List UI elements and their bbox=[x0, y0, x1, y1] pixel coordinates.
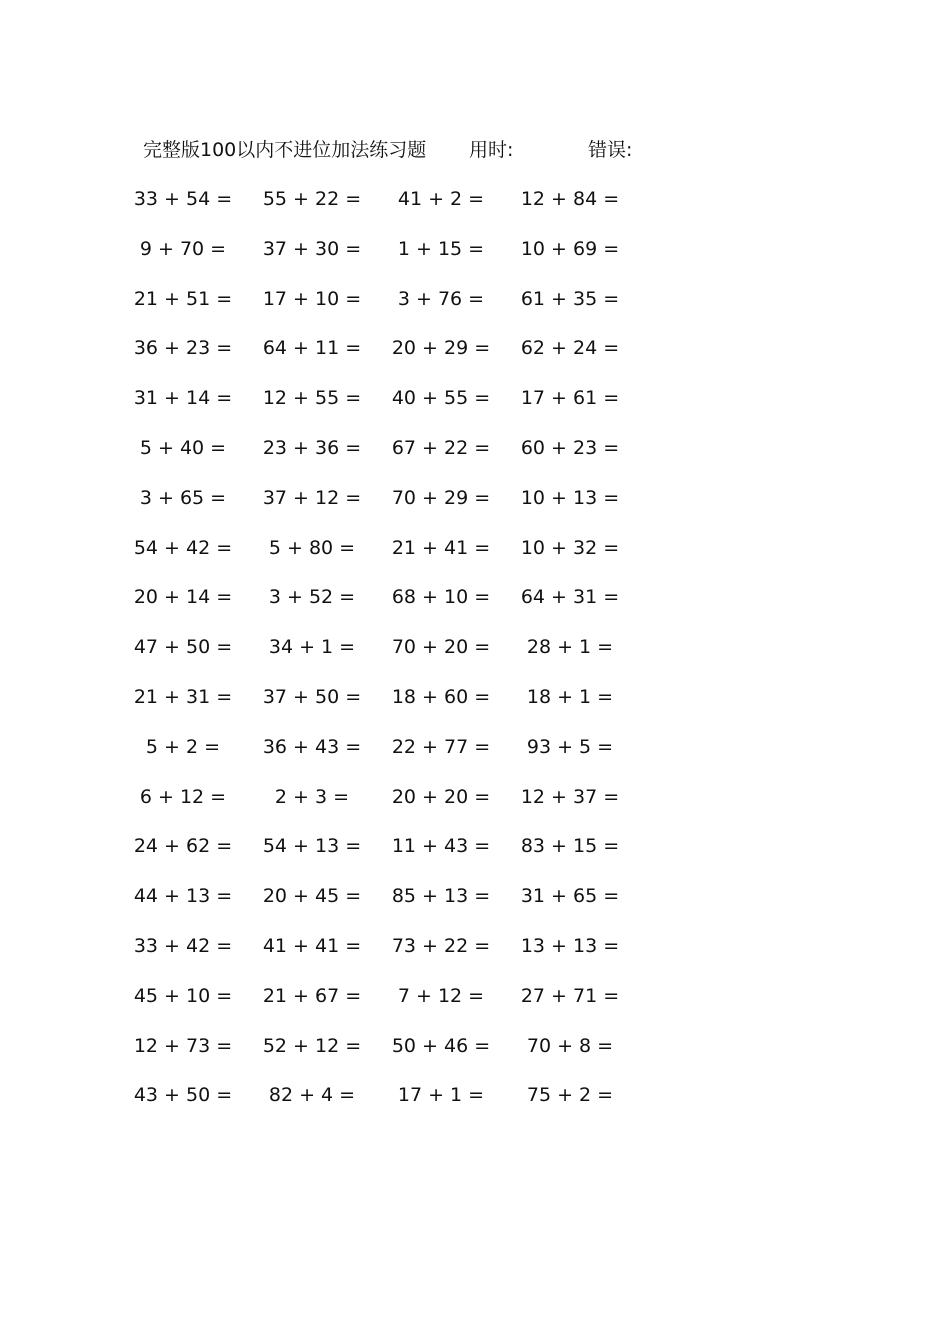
problem-row bbox=[133, 830, 663, 880]
addition-problem: 54 + 13 = bbox=[262, 835, 362, 858]
addition-problem: 5 + 40 = bbox=[139, 436, 227, 459]
addition-problem: 62 + 24 = bbox=[520, 337, 620, 360]
problem-row bbox=[139, 781, 663, 831]
problem-row bbox=[133, 631, 663, 681]
addition-problem: 36 + 23 = bbox=[133, 337, 233, 360]
problem-row bbox=[133, 283, 663, 333]
addition-problem: 23 + 36 = bbox=[262, 436, 362, 459]
addition-problem: 17 + 61 = bbox=[520, 387, 620, 410]
problem-row bbox=[139, 233, 663, 283]
addition-problem: 82 + 4 = bbox=[268, 1084, 356, 1107]
addition-problem: 12 + 84 = bbox=[520, 188, 620, 210]
addition-problem: 60 + 23 = bbox=[520, 436, 620, 459]
addition-problem: 67 + 22 = bbox=[391, 436, 491, 459]
worksheet-title: 完整版100以内不进位加法练习题 bbox=[143, 139, 427, 161]
addition-problem: 44 + 13 = bbox=[133, 885, 233, 908]
addition-problem: 64 + 31 = bbox=[520, 586, 620, 609]
addition-problem: 34 + 1 = bbox=[268, 636, 356, 659]
problem-row bbox=[133, 980, 663, 1030]
problem-row bbox=[133, 1079, 663, 1129]
addition-problem: 50 + 46 = bbox=[391, 1034, 491, 1057]
addition-problem: 31 + 65 = bbox=[520, 885, 620, 908]
addition-problem: 41 + 41 = bbox=[262, 934, 362, 957]
addition-problem: 37 + 30 = bbox=[262, 237, 362, 260]
addition-problem: 22 + 77 = bbox=[391, 735, 491, 758]
addition-problem: 37 + 12 = bbox=[262, 486, 362, 509]
addition-problem: 64 + 11 = bbox=[262, 337, 362, 360]
addition-problem: 45 + 10 = bbox=[133, 984, 233, 1007]
addition-problem: 36 + 43 = bbox=[262, 735, 362, 758]
addition-problem: 6 + 12 = bbox=[139, 785, 227, 808]
addition-problem: 73 + 22 = bbox=[391, 934, 491, 957]
addition-problem: 13 + 13 = bbox=[520, 934, 620, 957]
addition-problem: 18 + 60 = bbox=[391, 685, 491, 708]
addition-problem: 21 + 41 = bbox=[391, 536, 491, 559]
addition-problem: 43 + 50 = bbox=[133, 1084, 233, 1107]
addition-problem: 12 + 37 = bbox=[520, 785, 620, 808]
addition-problem: 37 + 50 = bbox=[262, 685, 362, 708]
addition-problem: 10 + 13 = bbox=[520, 486, 620, 509]
problem-row bbox=[133, 930, 663, 980]
addition-problem: 2 + 3 = bbox=[274, 785, 350, 808]
addition-problem: 17 + 10 = bbox=[262, 287, 362, 310]
addition-problem: 10 + 69 = bbox=[520, 237, 620, 260]
addition-problem: 12 + 55 = bbox=[262, 387, 362, 410]
addition-problem: 54 + 42 = bbox=[133, 536, 233, 559]
addition-problem: 68 + 10 = bbox=[391, 586, 491, 609]
addition-problem: 52 + 12 = bbox=[262, 1034, 362, 1057]
addition-problem: 17 + 1 = bbox=[397, 1084, 485, 1107]
addition-problem: 61 + 35 = bbox=[520, 287, 620, 310]
problem-row bbox=[139, 432, 663, 482]
addition-problem: 5 + 80 = bbox=[268, 536, 356, 559]
addition-problem: 85 + 13 = bbox=[391, 885, 491, 908]
problem-row bbox=[133, 1030, 663, 1080]
addition-problem: 20 + 45 = bbox=[262, 885, 362, 908]
addition-problem: 20 + 14 = bbox=[133, 586, 233, 609]
addition-problem: 55 + 22 = bbox=[262, 188, 362, 210]
addition-problem: 27 + 71 = bbox=[520, 984, 620, 1007]
addition-problem: 47 + 50 = bbox=[133, 636, 233, 659]
problem-row bbox=[139, 482, 663, 532]
error-label: 错误: bbox=[588, 139, 633, 161]
addition-problem: 3 + 65 = bbox=[139, 486, 227, 509]
addition-problem: 83 + 15 = bbox=[520, 835, 620, 858]
time-label: 用时: bbox=[469, 139, 514, 161]
addition-problem: 21 + 51 = bbox=[133, 287, 233, 310]
addition-problem: 33 + 54 = bbox=[133, 188, 233, 210]
addition-problem: 10 + 32 = bbox=[520, 536, 620, 559]
addition-problem: 28 + 1 = bbox=[526, 636, 614, 659]
addition-problem: 75 + 2 = bbox=[526, 1084, 614, 1107]
problem-row bbox=[133, 681, 663, 731]
addition-problem: 7 + 12 = bbox=[397, 984, 485, 1007]
addition-problem: 41 + 2 = bbox=[397, 188, 485, 210]
problem-row bbox=[133, 332, 663, 382]
addition-problem: 20 + 29 = bbox=[391, 337, 491, 360]
addition-problem: 3 + 76 = bbox=[397, 287, 485, 310]
problem-grid bbox=[133, 183, 663, 1129]
addition-problem: 33 + 42 = bbox=[133, 934, 233, 957]
addition-problem: 21 + 67 = bbox=[262, 984, 362, 1007]
problem-row bbox=[133, 581, 663, 631]
addition-problem: 93 + 5 = bbox=[526, 735, 614, 758]
problem-row bbox=[133, 382, 663, 432]
addition-problem: 70 + 8 = bbox=[526, 1034, 614, 1057]
addition-problem: 3 + 52 = bbox=[268, 586, 356, 609]
addition-problem: 1 + 15 = bbox=[397, 237, 485, 260]
addition-problem: 20 + 20 = bbox=[391, 785, 491, 808]
addition-problem: 70 + 29 = bbox=[391, 486, 491, 509]
addition-problem: 31 + 14 = bbox=[133, 387, 233, 410]
addition-problem: 18 + 1 = bbox=[526, 685, 614, 708]
addition-problem: 9 + 70 = bbox=[139, 237, 227, 260]
addition-problem: 12 + 73 = bbox=[133, 1034, 233, 1057]
addition-problem: 40 + 55 = bbox=[391, 387, 491, 410]
worksheet-header bbox=[143, 134, 783, 166]
addition-problem: 24 + 62 = bbox=[133, 835, 233, 858]
problem-row bbox=[133, 183, 663, 233]
addition-problem: 5 + 2 = bbox=[145, 735, 221, 758]
problem-row bbox=[133, 880, 663, 930]
addition-problem: 70 + 20 = bbox=[391, 636, 491, 659]
addition-problem: 21 + 31 = bbox=[133, 685, 233, 708]
problem-row bbox=[133, 532, 663, 582]
addition-problem: 11 + 43 = bbox=[391, 835, 491, 858]
problem-row bbox=[143, 731, 663, 781]
